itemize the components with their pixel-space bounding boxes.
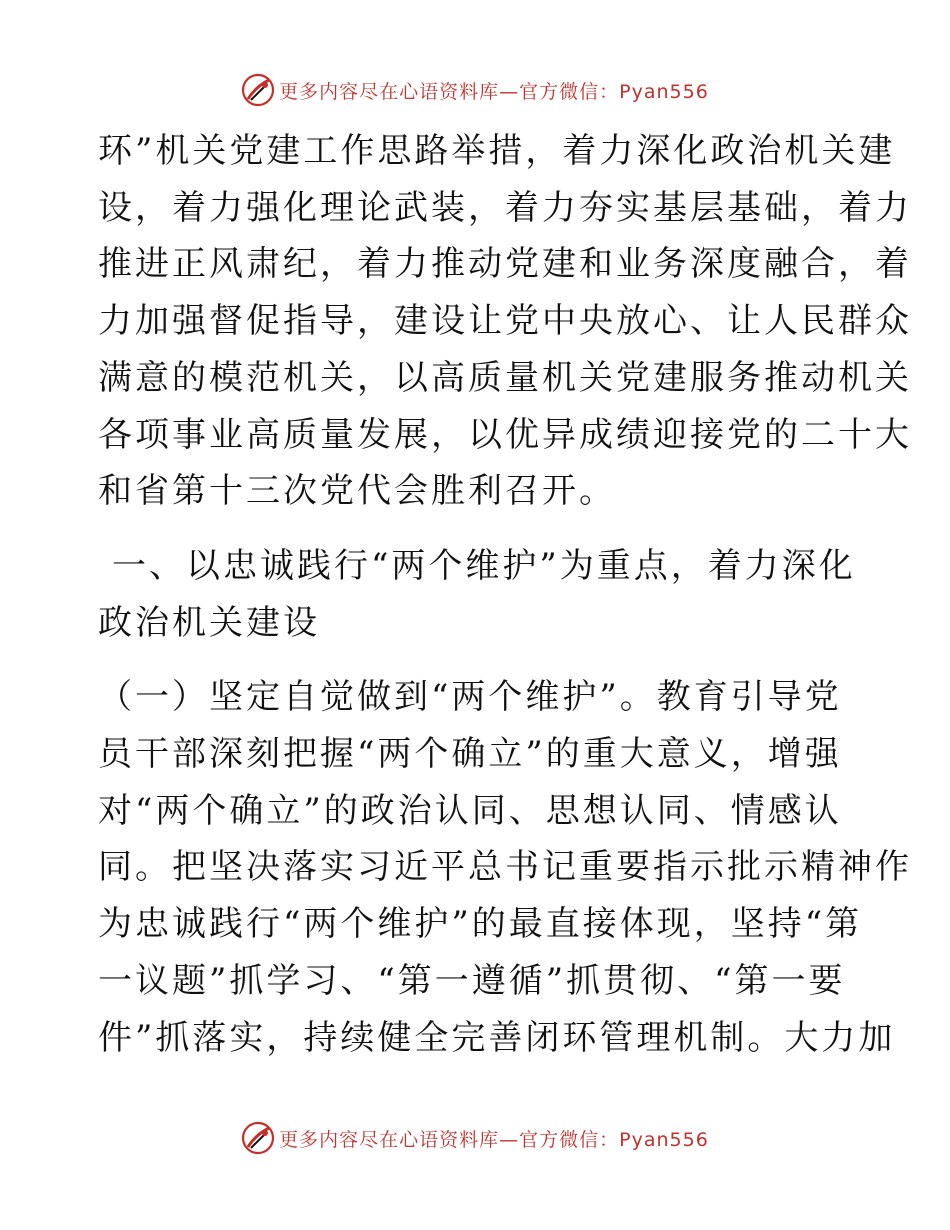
text-line: 一议题”抓学习、“第一遵循”抓贯彻、“第一要: [98, 960, 846, 1001]
text-line: 设，着力强化理论武装，着力夯实基层基础，着力: [98, 187, 912, 228]
text-line: 为忠诚践行“两个维护”的最直接体现，坚持“第: [98, 904, 863, 945]
text-line: 力加强督促指导，建设让党中央放心、让人民群众: [98, 301, 912, 342]
heading-line: 政治机关建设: [98, 602, 320, 643]
watermark-wechat-text: 官方微信：Pyan556: [519, 80, 709, 103]
watermark-site-text: 更多内容尽在心语资料库: [279, 80, 500, 103]
text-line: 环”机关党建工作思路举措，着力深化政治机关建: [98, 131, 896, 171]
watermark-wechat-text: 官方微信：Pyan556: [519, 1128, 709, 1151]
text-line: 对“两个确立”的政治认同、思想认同、情感认: [98, 790, 842, 831]
paragraph-spacer: [98, 520, 858, 538]
paragraph-subsection-1: [98, 669, 912, 1066]
watermark-separator: —: [499, 80, 520, 103]
paragraph-intro: [98, 123, 912, 520]
logo-icon: [241, 73, 275, 107]
text-line: （一）坚定自觉做到“两个维护”。教育引导党: [98, 677, 842, 718]
text-line: 推进正风肃纪，着力推动党建和业务深度融合，着: [98, 244, 912, 285]
watermark-text: [279, 1125, 709, 1152]
text-line: 员干部深刻把握“两个确立”的重大意义，增强: [98, 734, 842, 775]
text-line: 同。把坚决落实习近平总书记重要指示批示精神作: [98, 847, 912, 888]
watermark-banner-bottom: [0, 1118, 950, 1158]
text-line: 件”抓落实，持续健全完善闭环管理机制。大力加: [98, 1017, 896, 1058]
text-line: 各项事业高质量发展，以优异成绩迎接党的二十大: [98, 414, 912, 455]
heading-line: 一、以忠诚践行“两个维护”为重点，着力深化: [112, 545, 856, 586]
section-heading: [98, 538, 858, 651]
watermark-separator: —: [499, 1128, 520, 1151]
document-body: [98, 123, 912, 1066]
logo-icon: [241, 1121, 275, 1155]
watermark-site-text: 更多内容尽在心语资料库: [279, 1128, 500, 1151]
text-line: 和省第十三次党代会胜利召开。: [98, 471, 616, 512]
text-line: 满意的模范机关，以高质量机关党建服务推动机关: [98, 357, 912, 398]
paragraph-spacer: [98, 651, 858, 669]
watermark-banner-top: [0, 70, 950, 110]
watermark-text: [279, 77, 709, 104]
